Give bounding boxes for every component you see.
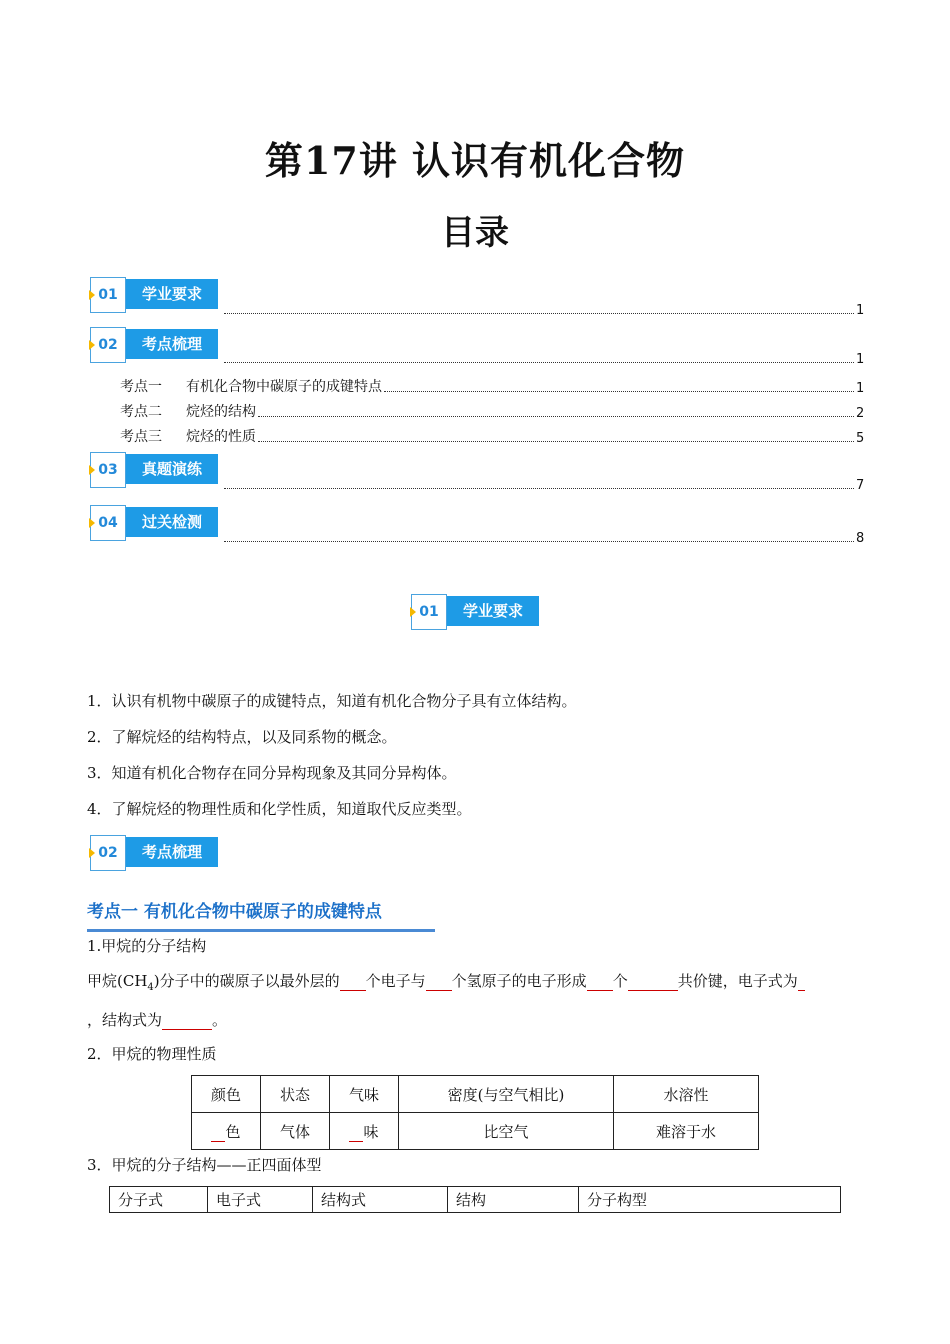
requirement-item: 1．认识有机物中碳原子的成键特点，知道有机化合物分子具有立体结构。 [87,692,577,710]
table-header: 颜色 [192,1076,261,1113]
toc-badge-04[interactable] [90,505,218,541]
table-header: 结构式 [313,1187,448,1213]
toc-page-number: 7 [856,478,865,493]
requirement-item: 2．了解烷烃的结构特点，以及同系物的概念。 [87,728,397,746]
item-heading: 2．甲烷的物理性质 [87,1045,217,1063]
section-badge-02 [90,835,218,871]
toc-entry-03[interactable] [222,478,864,493]
arrow-icon [89,518,95,528]
toc-subentry[interactable] [120,401,864,421]
table-cell: 难溶于水 [614,1113,759,1150]
badge-number: 04 [90,505,126,541]
table-header: 分子式 [110,1187,208,1213]
toc-page-number: 1 [856,352,865,367]
section-heading: 考点一 有机化合物中碳原子的成键特点 [87,902,382,922]
badge-number: 01 [90,277,126,313]
answer-blank[interactable] [211,1123,225,1142]
toc-page-number: 2 [856,406,865,421]
molecular-structure-table [109,1186,841,1213]
dot-leader [258,440,854,442]
dot-leader [258,415,854,417]
toc-page-number: 5 [856,431,865,446]
toc-entry-02[interactable] [222,352,864,367]
item-heading: 1.甲烷的分子结构 [87,937,207,955]
dot-leader [384,390,854,392]
toc-page-number: 1 [856,381,865,396]
badge-number: 01 [411,594,447,630]
fill-in-sentence-cont: ，结构式为 。 [87,1011,228,1029]
toc-page-number: 8 [856,531,865,546]
toc-subentry[interactable] [120,376,864,396]
toc-entry-04[interactable] [222,531,864,546]
arrow-icon [89,848,95,858]
page-title: 第17讲 认识有机化合物 [264,138,686,183]
toc-badge-01[interactable] [90,277,218,313]
table-header: 密度(与空气相比) [399,1076,614,1113]
table-header: 电子式 [208,1187,313,1213]
answer-blank[interactable] [628,972,678,991]
toc-sub-name: 烷烃的结构 [186,404,256,420]
table-cell: 味 [330,1113,399,1150]
toc-sub-key: 考点二 [120,404,162,420]
badge-label: 过关检测 [126,507,218,537]
badge-label: 真题演练 [126,454,218,484]
answer-blank[interactable] [340,972,366,991]
item-heading: 3．甲烷的分子结构——正四面体型 [87,1156,322,1174]
toc-subentry[interactable] [120,426,864,446]
table-header: 水溶性 [614,1076,759,1113]
toc-sub-name: 烷烃的性质 [186,429,256,445]
fill-in-sentence: 甲烷$(CH_4)$分子中的碳原子以最外层的 个电子与 个氢原子的电子形成 个 共价键，电子式为 [87,970,805,993]
answer-blank[interactable] [798,972,805,991]
toc-badge-02[interactable] [90,327,218,363]
toc-badge-03[interactable] [90,452,218,488]
answer-blank[interactable] [426,972,452,991]
toc-title: 目录 [441,213,509,253]
table-header: 状态 [261,1076,330,1113]
table-header: 气味 [330,1076,399,1113]
arrow-icon [89,465,95,475]
toc-sub-name: 有机化合物中碳原子的成键特点 [186,379,382,395]
badge-number: 02 [90,327,126,363]
badge-number: 03 [90,452,126,488]
table-cell: 色 [192,1113,261,1150]
dot-leader [224,540,854,542]
physical-properties-table [191,1075,759,1150]
toc-sub-key: 考点三 [120,429,162,445]
table-header: 分子构型 [579,1187,841,1213]
toc-page-number: 1 [856,303,865,318]
dot-leader [224,361,854,363]
requirement-item: 4．了解烷烃的物理性质和化学性质，知道取代反应类型。 [87,800,472,818]
toc-entry-01[interactable] [222,303,864,318]
badge-label: 学业要求 [447,596,539,626]
answer-blank[interactable] [349,1123,363,1142]
table-cell: 气体 [261,1113,330,1150]
badge-number: 02 [90,835,126,871]
dot-leader [224,312,854,314]
table-cell: 比空气 [399,1113,614,1150]
badge-label: 考点梳理 [126,837,218,867]
answer-blank[interactable] [587,972,613,991]
arrow-icon [89,340,95,350]
arrow-icon [410,607,416,617]
toc-sub-key: 考点一 [120,379,162,395]
arrow-icon [89,290,95,300]
requirement-item: 3．知道有机化合物存在同分异构现象及其同分异构体。 [87,764,457,782]
badge-label: 考点梳理 [126,329,218,359]
table-header: 结构 [448,1187,579,1213]
badge-label: 学业要求 [126,279,218,309]
heading-underline [87,929,435,932]
section-badge-01 [411,594,539,630]
dot-leader [224,487,854,489]
answer-blank[interactable] [162,1011,212,1030]
